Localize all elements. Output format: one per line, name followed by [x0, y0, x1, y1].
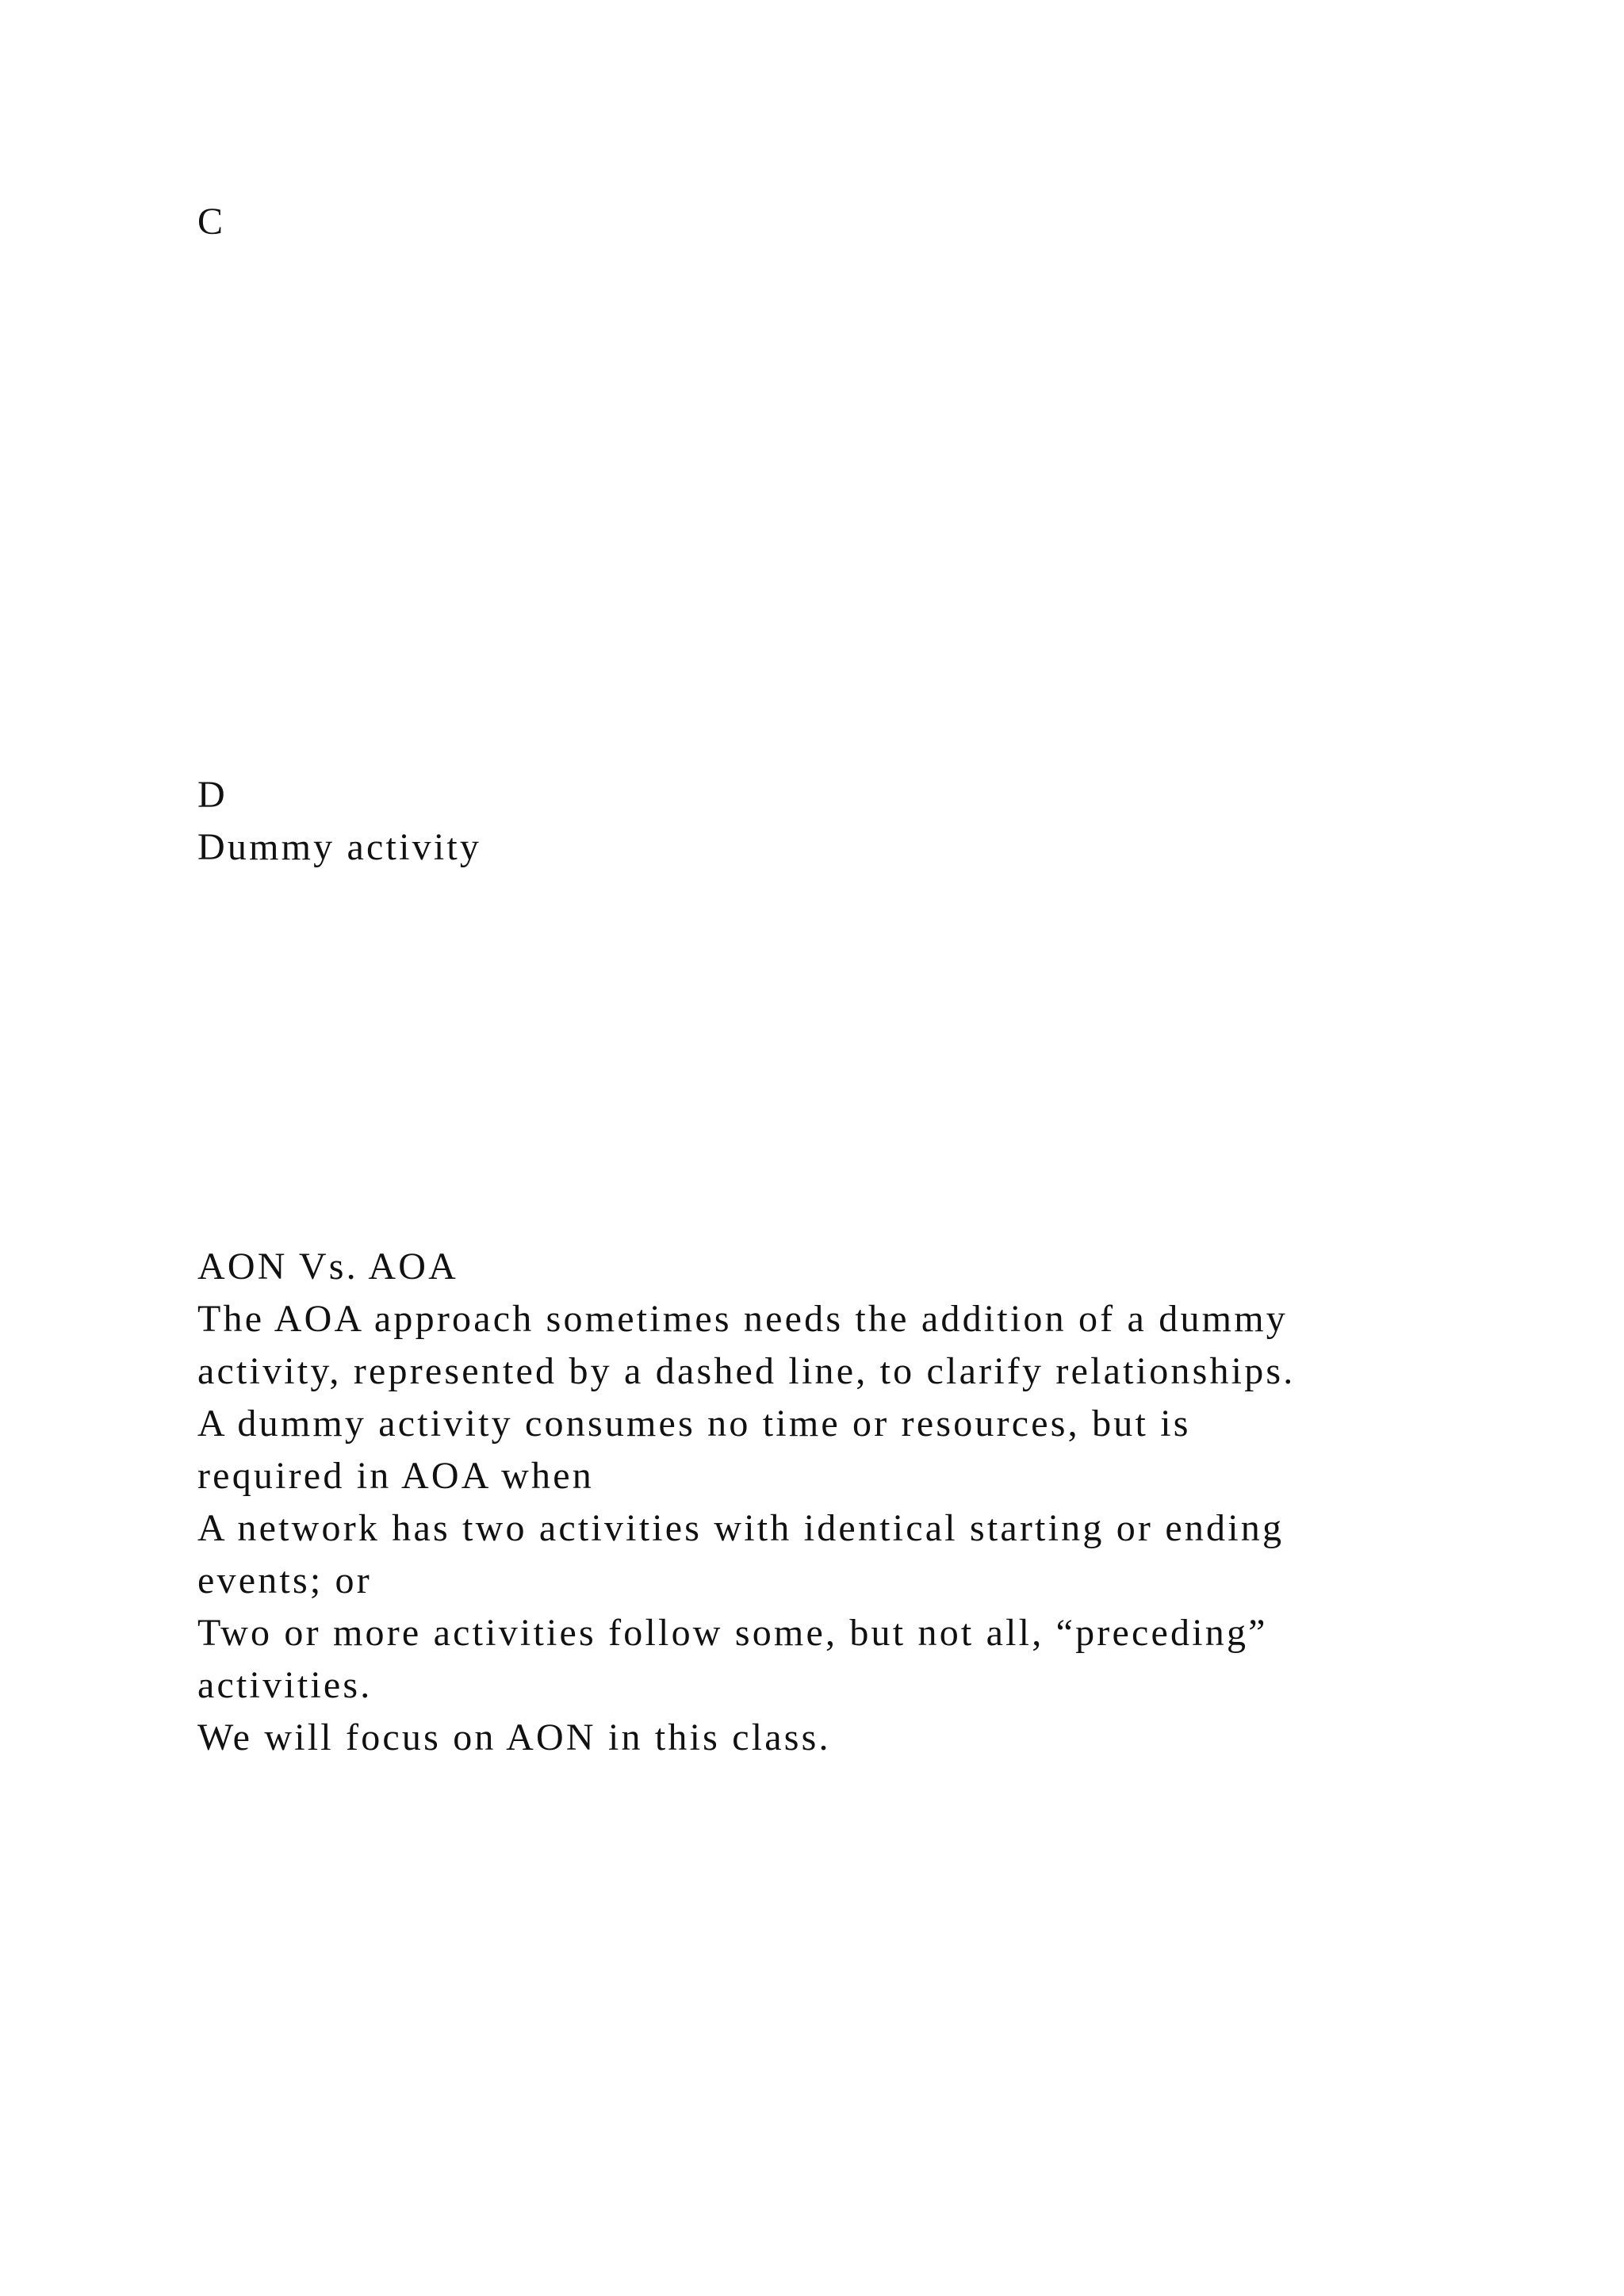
body-line-8: activities.	[197, 1664, 373, 1706]
body-line-7: Two or more activities follow some, but not all, “preceding”	[197, 1612, 1268, 1654]
body-line-5: A network has two activities with identical starting or ending	[197, 1507, 1285, 1549]
label-c: C	[197, 201, 226, 243]
body-line-4: required in AOA when	[197, 1455, 594, 1497]
body-line-6: events; or	[197, 1559, 372, 1601]
label-d: D	[197, 774, 228, 816]
section-heading: AON Vs. AOA	[197, 1246, 459, 1288]
body-line-9: We will focus on AON in this class.	[197, 1716, 831, 1758]
body-line-3: A dummy activity consumes no time or resources, but is	[197, 1402, 1191, 1445]
label-dummy-activity: Dummy activity	[197, 826, 482, 868]
body-line-2: activity, represented by a dashed line, to clarify relationships.	[197, 1350, 1296, 1392]
body-line-1: The AOA approach sometimes needs the addition of a dummy	[197, 1298, 1288, 1340]
